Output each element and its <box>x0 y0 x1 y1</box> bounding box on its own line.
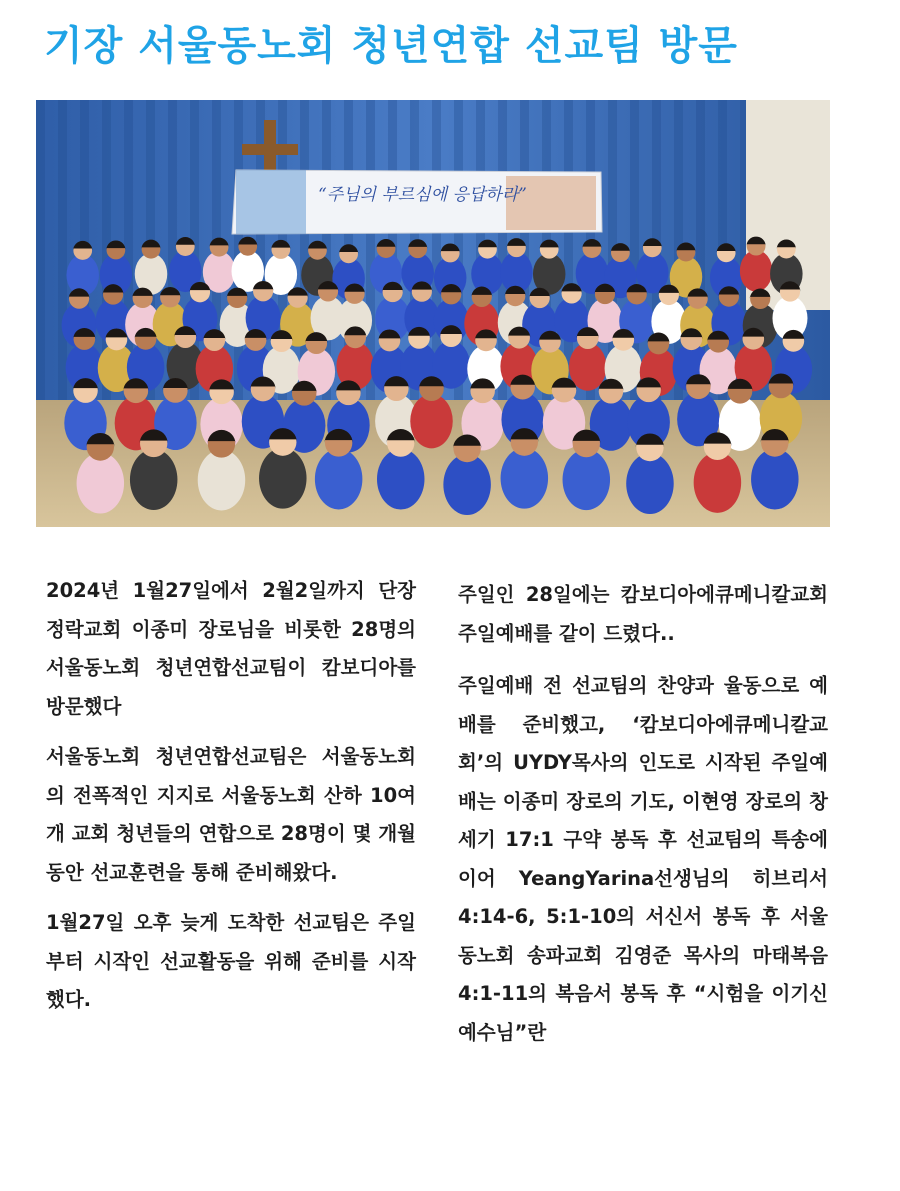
article-paragraph: 1월27일 오후 늦게 도착한 선교팀은 주일부터 시작인 선교활동을 위해 준비를 시작했다. <box>46 911 416 1011</box>
article-right-column <box>458 576 828 1066</box>
article-left-column <box>46 572 416 1032</box>
article-paragraph: 주일인 28일에는 캄보디아에큐메니칼교회 주일예배를 같이 드렸다.. <box>458 583 828 645</box>
article-paragraph: 주일예배 전 선교팀의 찬양과 율동으로 예배를 준비했고, ‘캄보디아에큐메니칼교회’의 UYDY목사의 인도로 시작된 주일예배는 이종미 장로의 기도, 이현영 장로의 창세기 17:1 구약 봉독 후 선교팀의 특송에 이어 YeangYarina선생님의 히브리서 4:14-6, 5:1-10의 서신서 봉독 후 서울동노회 송파교회 김영준 목사의 마태복음 4:1-11의 복음서 봉독 후 “시험을 이기신 예수님”란 <box>458 674 828 1044</box>
group-photo-illustration <box>36 100 830 527</box>
banner <box>232 170 602 234</box>
article-paragraph: 2024년 1월27일에서 2월2일까지 단장 정락교회 이종미 장로님을 비롯한 28명의 서울동노회 청년연합선교팀이 캄보디아를 방문했다 <box>46 579 416 718</box>
curtain-fold <box>36 100 45 430</box>
group-photo <box>36 100 830 527</box>
page-title: 기장 서울동노회 청년연합 선교팀 방문 <box>44 23 738 69</box>
curtain-fold <box>58 100 67 430</box>
article-paragraph: 서울동노회 청년연합선교팀은 서울동노회의 전폭적인 지지로 서울동노회 산하 10여개 교회 청년들의 연합으로 28명이 몇 개월동안 선교훈련을 통해 준비해왔다. <box>46 745 416 884</box>
banner-text: “주님의 부르심에 응답하라” <box>318 185 527 205</box>
